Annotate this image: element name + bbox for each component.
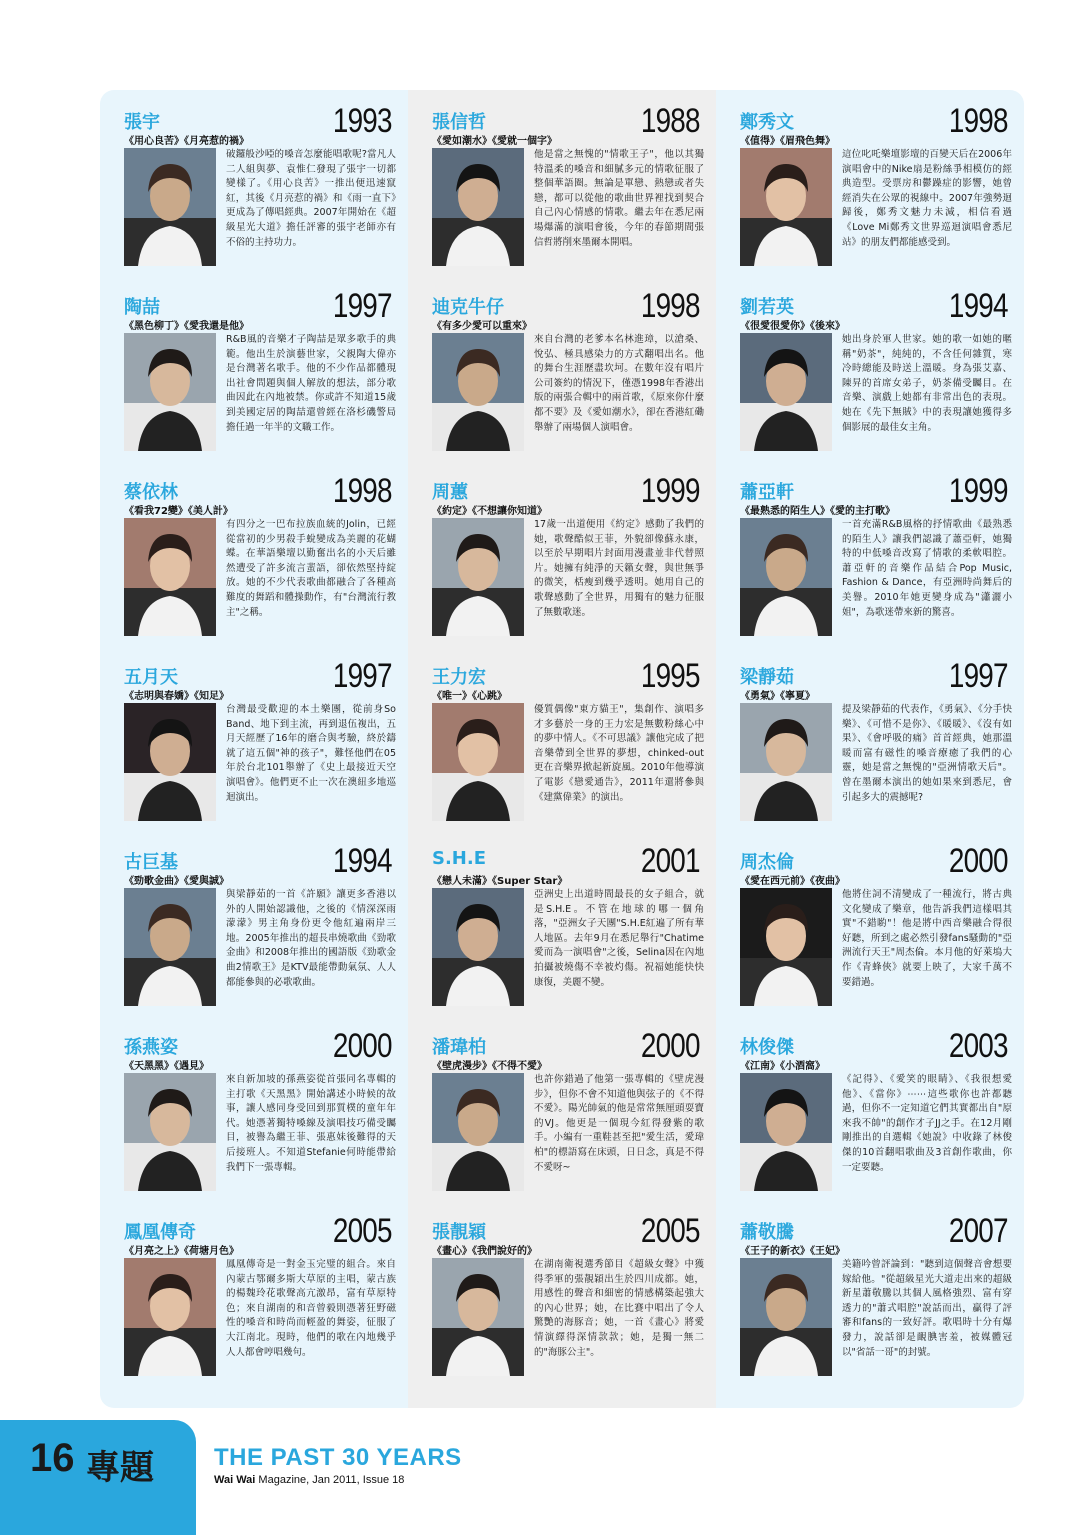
debut-year: 1998 [949, 102, 1008, 140]
artist-entry [408, 275, 716, 460]
artist-description: 來自新加坡的孫燕姿從首張同名專輯的主打歌《天黑黑》開始講述小時候的故事，讓人感同身受回到那質樸的童年年代。她憑著獨特嗓線及演唱技巧備受矚目，被譽為繼王菲、張惠妹後難得的天后接班人。不知道Stefanie何時能帶給我們下一張專輯。 [226, 1074, 396, 1173]
debut-year: 2007 [949, 1212, 1008, 1250]
artist-entry [100, 830, 408, 1015]
artist-name: 蔡依林 [124, 482, 178, 503]
artist-entry [408, 645, 716, 830]
artist-songs: 《黑色柳丁》《愛我還是他》 [124, 321, 249, 332]
artist-entry [716, 460, 1024, 645]
artist-description: 這位叱吒樂壇影壇的百變天后在2006年演唱會中的Nike扇是粉絲爭相模仿的經典造型。受票房和鬱躁症的影響，她曾經消失在公眾的視線中。2007年強勢迴歸後，鄭秀文魅力未減，相信看過《Love Mi鄭秀文世界巡迴演唱會悉尼站》的朋友們都能感受到。 [842, 149, 1012, 248]
artist-name: 蕭亞軒 [740, 482, 794, 503]
artist-name: 張信哲 [432, 112, 486, 133]
artist-entry [100, 1200, 408, 1385]
artist-songs: 《有多少愛可以重來》 [432, 321, 532, 332]
debut-year: 1994 [949, 287, 1008, 325]
artist-songs: 《很愛很愛你》《後來》 [740, 321, 845, 332]
artist-entry [100, 460, 408, 645]
artist-entry [716, 1200, 1024, 1385]
artist-photo [432, 1258, 524, 1376]
debut-year: 1998 [641, 287, 700, 325]
artist-photo [740, 148, 832, 266]
artist-entry [716, 275, 1024, 460]
artist-songs: 《畫心》《我們說好的》 [432, 1246, 537, 1257]
debut-year: 1999 [949, 472, 1008, 510]
artist-photo [432, 888, 524, 1006]
column-3 [716, 90, 1024, 1408]
artist-photo [124, 703, 216, 821]
artist-description: 來自台灣的老爹本名林進璋，以滄桑、悅弘、極具感染力的方式翻唱出名。他的舞台生涯歷盡坎坷。在數年沒有唱片公司簽約的情況下，僅憑1998年香港出版的兩張合輯中的兩首歌，《原來你什麼都不要》及《愛如潮水》，卻在香港紅磡舉辦了兩場個人演唱會。 [534, 334, 704, 433]
artist-description: 破鑼般沙啞的嗓音怎麼能唱歌呢?當凡人二人組與夢、袁惟仁發現了張宇一切都變樣了。《用心良苦》一推出便迅速竄紅，其後《月亮惹的禍》和《雨一直下》更成為了傳唱經典。2007年開始在《超級星光大道》擔任評審的張宇老師亦有不俗的主持功力。 [226, 149, 396, 248]
debut-year: 2005 [641, 1212, 700, 1250]
artist-songs: 《唯一》《心跳》 [432, 691, 507, 702]
artist-songs: 《用心良苦》《月亮惹的禍》 [124, 136, 249, 147]
debut-year: 1999 [641, 472, 700, 510]
artist-description: 也許你錯過了他第一張專輯的《壁虎漫步》，但你不會不知道他與弦子的《不得不愛》。陽光帥氣的他是常常無厘頭耍寶的VJ。他更是一個現今紅得發紫的歌手。小編有一重鞋甚至把"愛生活，愛瑋柏"的標語寫在床頭，日日念，真是不得不愛呀~ [534, 1074, 704, 1173]
artist-description: 與梁靜茹的一首《許願》讓更多香港以外的人開始認識他，之後的《情深深雨濛濛》男主角身份更令他紅遍兩岸三地。2005年推出的超長串燒歌曲《勁歌金曲》和2008年推出的國語版《勁歌金曲2情歌王》是KTV最能帶動氣氛、人人都能參與的必歌歌曲。 [226, 889, 396, 988]
debut-year: 1994 [333, 842, 392, 880]
artist-name: 王力宏 [432, 667, 486, 688]
artist-entry [100, 275, 408, 460]
artist-description: 有四分之一巴布拉族血統的Jolin，已經從當初的少男殺手蛻變成為美麗的花蝴蝶。在華語樂壇以勤奮出名的小天后雖然遭受了許多流言蜚語，卻依然堅持綻放。她的不少代表歌曲都融合了各種高難度的舞蹈和體操動作，有"台灣流行教主"之稱。 [226, 519, 396, 618]
artist-photo [740, 888, 832, 1006]
series-title: THE PAST 30 YEARS [214, 1444, 462, 1471]
artist-photo [432, 703, 524, 821]
artist-name: 潘瑋柏 [432, 1037, 486, 1058]
artist-photo [124, 888, 216, 1006]
artist-songs: 《江南》《小酒窩》 [740, 1061, 825, 1072]
artist-entry [408, 460, 716, 645]
debut-year: 2000 [333, 1027, 392, 1065]
artist-songs: 《壁虎漫步》《不得不愛》 [432, 1061, 547, 1072]
artist-name: 梁靜茹 [740, 667, 794, 688]
artist-entry [716, 645, 1024, 830]
magazine-issue: Magazine, Jan 2011, Issue 18 [258, 1474, 405, 1486]
content-panel [100, 90, 1024, 1408]
artist-songs: 《王子的新衣》《王妃》 [740, 1246, 845, 1257]
debut-year: 2005 [333, 1212, 392, 1250]
artist-description: 提及梁靜茹的代表作，《勇氣》、《分手快樂》、《可惜不是你》、《暖暖》、《沒有如果》、《會呼吸的痛》首首經典，她那溫暖而富有磁性的嗓音療癒了我們的心靈，她是當之無愧的"亞洲情歌天后"。曾在墨爾本演出的她如果來到悉尼，會引起多大的震撼呢? [842, 704, 1012, 803]
artist-description: 亞洲史上出道時間最長的女子組合，就是S.H.E。不管在地球的哪一個角落，"亞洲女子天團"S.H.E紅遍了所有華人地區。去年9月在悉尼舉行"Chatime愛而為一演唱會"之後，Selina因在內地拍攝被燒傷不幸被灼傷。祝福她能快快康復，美麗不變。 [534, 889, 704, 988]
artist-songs: 《月亮之上》《荷塘月色》 [124, 1246, 239, 1257]
artist-photo [740, 703, 832, 821]
artist-songs: 《最熟悉的陌生人》《愛的主打歌》 [740, 506, 895, 517]
artist-entry [100, 1015, 408, 1200]
page-number: 16 [30, 1436, 75, 1480]
artist-name: 林俊傑 [740, 1037, 794, 1058]
artist-songs: 《勁歌金曲》《愛與誠》 [124, 876, 229, 887]
artist-photo [432, 333, 524, 451]
artist-photo [740, 333, 832, 451]
artist-description: 在湖南衛視選秀節目《超級女聲》中獲得季軍的張靚穎出生於四川成都。她，用感性的聲音和細密的情感構築起強大的內心世界；她，在比賽中唱出了令人驚艷的海豚音；她，一首《畫心》將愛情演繹得深情款款；她，是獨一無二的"海豚公主"。 [534, 1259, 704, 1358]
artist-description: R&B風的音樂才子陶喆是眾多歌手的典範。他出生於演藝世家，父親陶大偉亦是台灣著名歌手。他的不少作品都體現出社會問題與個人解放的想法，部分歌曲因此在內地被禁。你或許不知道15歲到美國定居的陶喆還曾經在洛杉磯警局擔任過一年半的文職工作。 [226, 334, 396, 433]
artist-description: 他是當之無愧的"情歌王子"，他以其獨特溫柔的嗓音和細膩多元的情歌征服了整個華語圈。無論是單戀、熱戀或者失戀，都可以從他的歌曲世界裡找到契合自己內心情感的情歌。繼去年在悉尼兩場爆滿的演唱會後，今年的春節期間張信哲將削來墨爾本開唱。 [534, 149, 704, 248]
artist-songs: 《志明與春嬌》《知足》 [124, 691, 229, 702]
artist-entry [716, 90, 1024, 275]
artist-description: 台灣最受歡迎的本土樂團，從前身So Band、地下到主流，再到退伍複出，五月天經歷了16年的磨合與考驗，終於鑄就了這五個"神的孩子"，難怪他們在05年於台北101舉辦了《史上最接近天空演唱會》。他們更不止一次在澳紐多地巡迴演出。 [226, 704, 396, 803]
debut-year: 2003 [949, 1027, 1008, 1065]
debut-year: 1998 [333, 472, 392, 510]
artist-songs: 《約定》《不想讓你知道》 [432, 506, 547, 517]
artist-songs: 《天黑黑》《遇見》 [124, 1061, 209, 1072]
debut-year: 1997 [333, 657, 392, 695]
artist-entry [408, 830, 716, 1015]
artist-photo [124, 1073, 216, 1191]
artist-name: 劉若英 [740, 297, 794, 318]
debut-year: 1995 [641, 657, 700, 695]
artist-name: 陶喆 [124, 297, 160, 318]
artist-songs: 《愛在西元前》《夜曲》 [740, 876, 845, 887]
artist-photo [740, 518, 832, 636]
artist-songs: 《愛如潮水》《愛就一個字》 [432, 136, 557, 147]
artist-entry [100, 645, 408, 830]
artist-photo [432, 518, 524, 636]
artist-description: 《記得》、《愛笑的眼睛》、《我很想愛他》、《當你》⋯⋯這些歌你也許都聽過，但你不一定知道它們其實都出自"原來我不帥"的創作才子JJ之手。在12月剛剛推出的自選輯《她說》中收錄了林俊傑的10首翻唱歌曲及3首創作歌曲，你一定要聽。 [842, 1074, 1012, 1173]
debut-year: 1988 [641, 102, 700, 140]
artist-name: 五月天 [124, 667, 178, 688]
artist-photo [124, 148, 216, 266]
artist-photo [124, 1258, 216, 1376]
artist-name: 孫燕姿 [124, 1037, 178, 1058]
column-2 [408, 90, 716, 1408]
debut-year: 2001 [641, 842, 700, 880]
artist-description: 優質偶像"東方貓王"，集創作、演唱多才多藝於一身的王力宏是無數粉絲心中的夢中情人。《不可思議》讓他完成了把音樂帶到全世界的夢想，chinked-out更在音樂界掀起新旋風。2010年他導演了電影《戀愛通告》，2011年還將參與《建黨偉業》的演出。 [534, 704, 704, 803]
artist-songs: 《戀人未滿》《Super Star》 [432, 876, 568, 887]
artist-songs: 《勇氣》《寧夏》 [740, 691, 815, 702]
debut-year: 2000 [949, 842, 1008, 880]
artist-name: 鳳凰傳奇 [124, 1222, 196, 1243]
artist-photo [124, 333, 216, 451]
artist-description: 一首充滿R&B風格的抒情歌曲《最熟悉的陌生人》讓我們認識了蕭亞軒，她獨特的中低嗓音改寫了情歌的柔軟唱腔。蕭亞軒的音樂作品結合Pop Music, Fashion & Dance，有亞洲時尚舞后的美譽。2010年她更變身成為"瀟灑小姐"，為歌迷帶來新的驚喜。 [842, 519, 1012, 618]
artist-entry [716, 830, 1024, 1015]
artist-songs: 《值得》《眉飛色舞》 [740, 136, 835, 147]
artist-description: 鳳凰傳奇是一對金玉完璧的組合。來自內蒙古鄂爾多斯大草原的主唱，蒙古族的楊魏玲花歌聲高亢激昂，富有草原特色；來自湖南的和音曾毅則憑著狂野磁性的嗓音和時尚而輕盈的舞姿，征服了大江南北。現時，他們的歌在內地幾乎人人都會哼唱幾句。 [226, 1259, 396, 1358]
artist-entry [408, 90, 716, 275]
debut-year: 1997 [333, 287, 392, 325]
artist-name: 張靚穎 [432, 1222, 486, 1243]
artist-description: 她出身於軍人世家。她的歌一如她的暱稱"奶茶"，純純的，不含任何雜質，寒冷時總能及時送上溫暖。身為張艾嘉、陳昇的首席女弟子，奶茶備受矚目。在音樂、演戲上她都有非常出色的表現。她在《先下無賊》中的表現讓她獲得多個影展的最佳女主角。 [842, 334, 1012, 433]
artist-photo [432, 148, 524, 266]
debut-year: 1997 [949, 657, 1008, 695]
artist-photo [432, 1073, 524, 1191]
magazine-name: Wai Wai [214, 1474, 256, 1486]
artist-photo [740, 1073, 832, 1191]
artist-description: 他將住詞不清變成了一種流行，將古典文化變成了樂章，他告訴我們這樣唱其實"不錯喲"！他是將中西音樂融合得很好聽，所到之處必然引發fans騷動的"亞洲流行天王"周杰倫。本月他的好萊塢大作《青蜂俠》就要上映了，大家千萬不要錯過。 [842, 889, 1012, 988]
debut-year: 1993 [333, 102, 392, 140]
artist-description: 美籍吟曾評論到："聽到這個聲音會想要嫁給他。"從超級星光大道走出來的超級新星蕭敬騰以其個人風格強烈、富有穿透力的"蕭式唱腔"說話而出，贏得了評審和fans的一致好評。歌唱時十分有爆發力，說話卻是靦腆害羞，被媒體冠以"省話一哥"的封號。 [842, 1259, 1012, 1358]
artist-name: 周蕙 [432, 482, 468, 503]
artist-photo [124, 518, 216, 636]
artist-songs: 《看我72變》《美人計》 [124, 506, 233, 517]
debut-year: 2000 [641, 1027, 700, 1065]
magazine-info [214, 1474, 404, 1486]
artist-name: 迪克牛仔 [432, 297, 504, 318]
artist-name: 周杰倫 [740, 852, 794, 873]
artist-photo [740, 1258, 832, 1376]
artist-entry [408, 1200, 716, 1385]
artist-entry [408, 1015, 716, 1200]
artist-entry [100, 90, 408, 275]
artist-name: 蕭敬騰 [740, 1222, 794, 1243]
section-title: 專題 [86, 1448, 154, 1488]
artist-entry [716, 1015, 1024, 1200]
artist-description: 17歲一出道便用《約定》感動了我們的她，歌聲酷似王菲，外貌卻像蘇永康，以至於早期唱片封面用漫畫並非代替照片。她擁有純淨的天籟女聲，與世無爭的微笑，栝瘦到幾乎透明。她用自己的歌聲感動了全世界，用獨有的魅力征服了無數歌迷。 [534, 519, 704, 618]
artist-name: 張宇 [124, 112, 160, 133]
column-1 [100, 90, 408, 1408]
artist-name: 古巨基 [124, 852, 178, 873]
artist-name: 鄭秀文 [740, 112, 794, 133]
artist-name: S.H.E [432, 848, 486, 869]
